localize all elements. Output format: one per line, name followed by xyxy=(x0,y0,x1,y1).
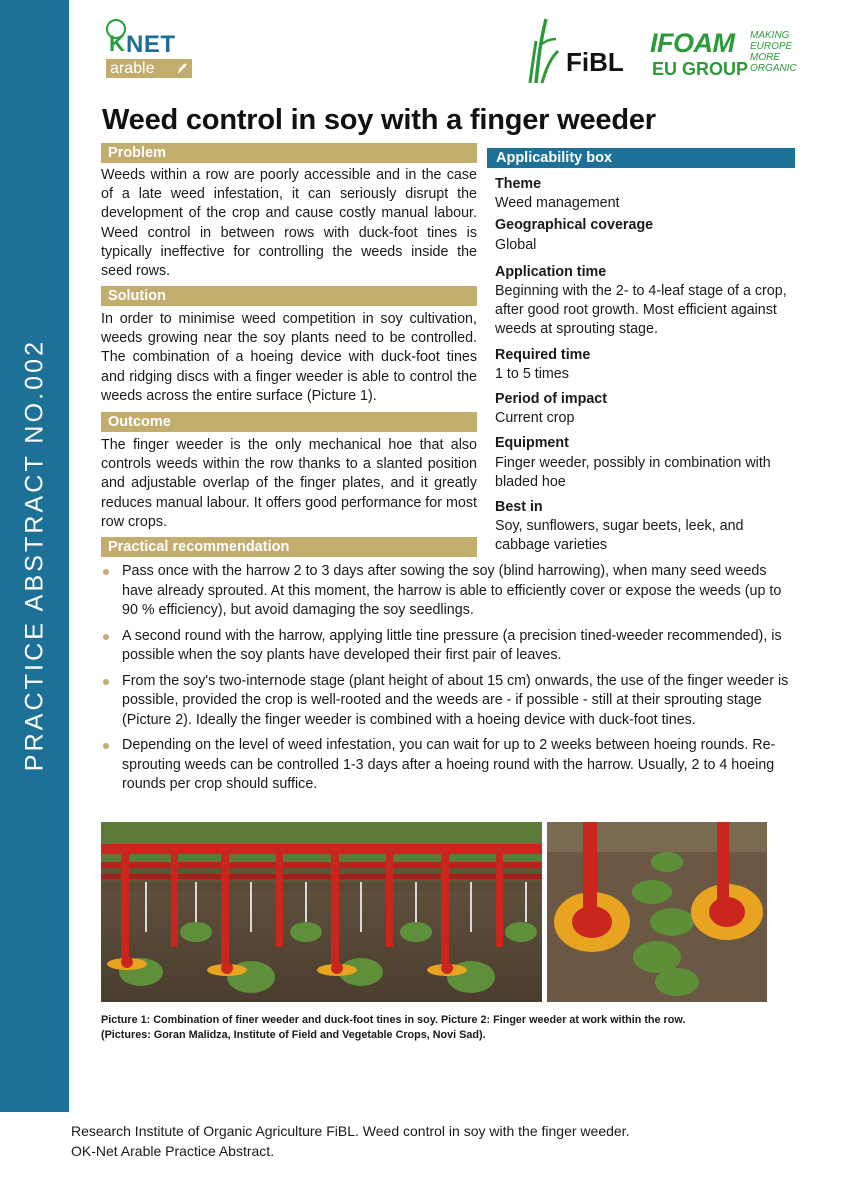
applicability-label: Best in xyxy=(495,499,543,516)
page-title: Weed control in soy with a finger weeder xyxy=(102,104,656,136)
applicability-label: Period of impact xyxy=(495,391,608,408)
recommendation-text: A second round with the harrow, applying little tine pressure (a precision tined-weeder recommended), is possible when the soy plants have developed their first pair of leaves. xyxy=(122,627,782,663)
recommendation-list xyxy=(101,562,791,801)
fibl-wordmark: FiBL xyxy=(566,47,624,77)
applicability-value: Current crop xyxy=(495,410,575,427)
oknet-arable-text: arable xyxy=(110,60,155,77)
solution-text: In order to minimise weed competition in soy cultivation, weeds growing near the soy plants need to be controlled. The combination of a hoeing device with duck-foot tines and ridging discs with a finger weeder is able to control the weeds across the entire surface (Picture 1). xyxy=(101,311,477,404)
footer-line: Research Institute of Organic Agriculture FiBL. Weed control in soy with the finger weeder. xyxy=(71,1123,630,1139)
ifoam-tagline-line: MAKING xyxy=(750,30,790,41)
oknet-arable-logo xyxy=(104,17,196,81)
caption-line: (Pictures: Goran Malidza, Institute of Field and Vegetable Crops, Novi Sad). xyxy=(101,1029,486,1041)
applicability-label: Required time xyxy=(495,346,591,363)
bullet-icon xyxy=(103,743,109,749)
applicability-label: Theme xyxy=(495,176,542,192)
ifoam-logo xyxy=(650,30,810,86)
list-item xyxy=(101,627,791,666)
ifoam-tagline-line: MORE xyxy=(750,52,780,63)
list-item xyxy=(101,672,791,731)
applicability-value: Beginning with the 2- to 4-leaf stage of a crop, after good root growth. Most efficient against weeds at sprouting stage. xyxy=(495,283,787,338)
list-item xyxy=(101,562,791,621)
applicability-label: Geographical coverage xyxy=(495,217,654,234)
list-item xyxy=(101,736,791,795)
applicability-value: Finger weeder, possibly in combination with bladed hoe xyxy=(495,454,771,490)
outcome-heading: Outcome xyxy=(101,412,477,432)
ifoam-tagline-line: ORGANIC xyxy=(750,63,797,74)
bullet-icon xyxy=(103,679,109,685)
sidebar-band xyxy=(0,0,69,1112)
recommendation-text: Depending on the level of weed infestation, you can wait for up to 2 weeks between hoeing rounds. Re-sprouting weeds can be controlled 1-3 days after a hoeing round with the harrow. Usually, 2 to 4 hoeing rounds per crop should suffice. xyxy=(122,737,776,792)
footer xyxy=(71,1122,811,1161)
solution-heading: Solution xyxy=(101,286,477,306)
applicability-label: Equipment xyxy=(495,435,569,452)
fibl-logo xyxy=(520,15,630,85)
fibl-wheat-icon xyxy=(520,15,564,85)
applicability-label: Application time xyxy=(495,263,607,280)
oknet-arable-bar xyxy=(106,59,192,78)
outcome-text: The finger weeder is the only mechanical hoe that also controls weeds within the row thanks to a slanted position and adjustable overlap of the finger plates, and it greatly reduces manual labour. It offers good performance for most row crops. xyxy=(101,437,477,530)
ifoam-eu-group: EU GROUP xyxy=(652,59,749,79)
bullet-icon xyxy=(103,634,109,640)
picture-1-finger-weeder-machine xyxy=(101,822,542,1002)
wheat-icon xyxy=(176,62,188,74)
ifoam-wordmark: IFOAM xyxy=(650,28,735,58)
picture-2-finger-weeder-row xyxy=(547,822,767,1002)
problem-text: Weeds within a row are poorly accessible and in the case of a late weed infestation, it can seriously disrupt the development of the crop and cause costly manual labour. Weed control in between rows with duck-foot tines is typically ineffective for controlling the weeds inside the seed rows. xyxy=(101,167,477,280)
ifoam-tagline-line: EUROPE xyxy=(750,41,793,52)
recommendation-text: Pass once with the harrow 2 to 3 days after sowing the soy (blind harrowing), when many seed weeds have already sprouted. At this moment, the harrow is able to efficiently cover or expose the weeds (up to 90 % efficiency), but avoid damaging the soy seedlings. xyxy=(122,563,782,618)
applicability-heading: Applicability box xyxy=(487,148,795,168)
applicability-value: Weed management xyxy=(495,195,620,212)
applicability-value: 1 to 5 times xyxy=(495,365,569,382)
recommendation-heading: Practical recommendation xyxy=(101,537,477,557)
bullet-icon xyxy=(103,569,109,575)
caption-line: Picture 1: Combination of finer weeder and duck-foot tines in soy. Picture 2: Finger weeder at work within the row. xyxy=(101,1014,686,1026)
sidebar-label: PRACTICE ABSTRACT NO.002 xyxy=(20,338,49,772)
oknet-brand: NET xyxy=(126,31,176,58)
recommendation-text: From the soy's two-internode stage (plant height of about 15 cm) onwards, the use of the finger weeder is possible, provided the crop is well-rooted and the weeds are - if possible - still at their sprouting stage (Picture 2). Ideally the finger weeder is combined with a hoeing device with duck-foot tines. xyxy=(122,672,789,728)
applicability-value: Soy, sunflowers, sugar beets, leek, and cabbage varieties xyxy=(495,518,744,554)
applicability-value: Global xyxy=(495,236,537,253)
applicability-box xyxy=(495,172,795,556)
picture-caption xyxy=(101,1013,791,1043)
ifoam-tagline xyxy=(750,30,797,74)
problem-heading: Problem xyxy=(101,143,477,163)
footer-line: OK-Net Arable Practice Abstract. xyxy=(71,1142,275,1159)
oknet-k-glyph: K xyxy=(109,31,125,56)
